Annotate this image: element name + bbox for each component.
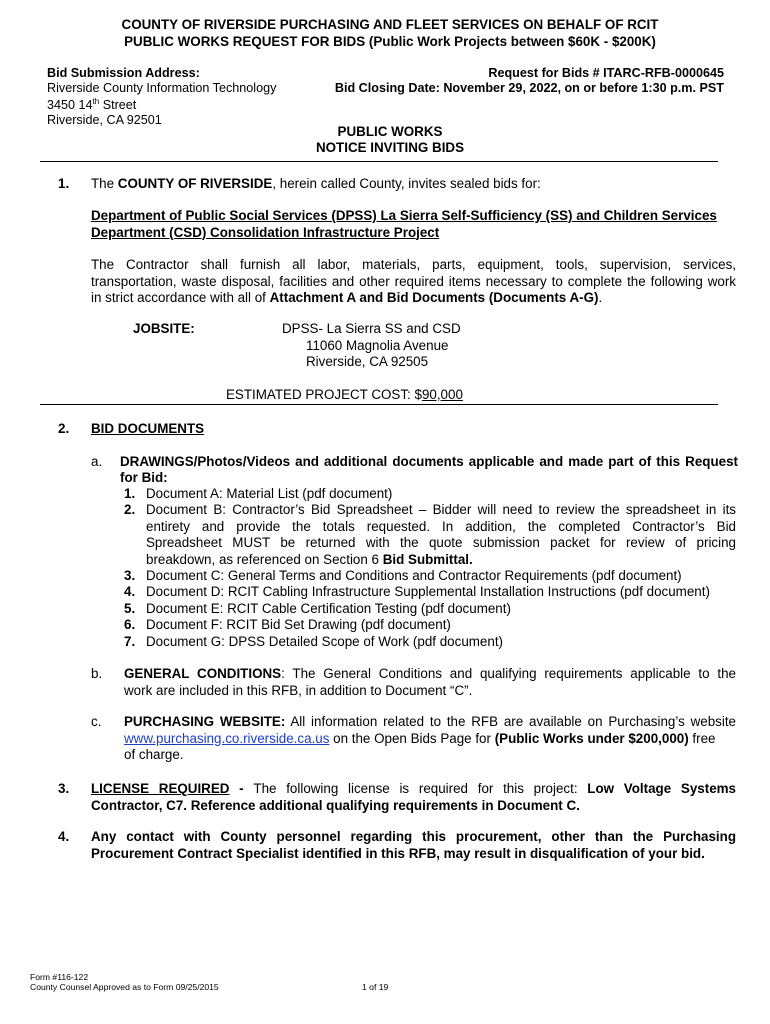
bid-address-label: Bid Submission Address: xyxy=(47,66,200,80)
section-3-text: LICENSE REQUIRED - The following license is required for this project: Low Voltage Systems Contractor, C7. Reference additional qualifying requirements in Document C. xyxy=(91,781,736,813)
list-item: 3. Document C: General Terms and Conditions and Contractor Requirements (pdf document) xyxy=(124,568,682,584)
estimated-cost: ESTIMATED PROJECT COST: $90,000 xyxy=(226,387,463,402)
section-3-number: 3. xyxy=(58,781,70,796)
divider-mid xyxy=(40,404,718,405)
list-item: 7. Document G: DPSS Detailed Scope of Work (pdf document) xyxy=(124,633,503,649)
section-2-title: BID DOCUMENTS xyxy=(91,421,205,436)
section-1-paragraph: The Contractor shall furnish all labor, materials, parts, equipment, tools, supervision, services, transportation, waste disposal, facilities and other required items necessary to complete the following work in strict accordance with all of Attachment A and Bid Documents (Documents A-G). xyxy=(91,257,736,305)
section-2a-heading: DRAWINGS/Photos/Videos and additional documents applicable and made part of this Request for Bid: xyxy=(120,454,738,486)
list-item: 1. Document A: Material List (pdf document) xyxy=(124,486,393,501)
section-2-number: 2. xyxy=(58,421,70,436)
section-2c-text: PURCHASING WEBSITE: All information related to the RFB are available on Purchasing’s website www.purchasing.co.riverside.ca.us on the Open Bids Page for (Public Works under $200,000) free of charge. xyxy=(124,714,736,762)
rfb-number: Request for Bids # ITARC-RFB-0000645 xyxy=(488,66,724,80)
header-line-2: PUBLIC WORKS REQUEST FOR BIDS (Public Work Projects between $60K - $200K) xyxy=(124,34,656,49)
bid-address-street: 3450 14th Street xyxy=(47,97,137,113)
notice-line-1: PUBLIC WORKS xyxy=(337,124,443,139)
jobsite-address: DPSS- La Sierra SS and CSD 11060 Magnolia Avenue Riverside, CA 92505 xyxy=(282,321,461,369)
bid-submission-address xyxy=(47,66,276,127)
header-line-1: COUNTY OF RIVERSIDE PURCHASING AND FLEET SERVICES ON BEHALF OF RCIT xyxy=(121,17,659,32)
section-2c-letter: c. xyxy=(91,714,102,729)
section-2b-letter: b. xyxy=(91,666,103,681)
section-1-number: 1. xyxy=(58,176,70,191)
bid-document-list xyxy=(124,486,736,650)
section-4-text: Any contact with County personnel regarding this procurement, other than the Purchasing Procurement Contract Specialist identified in this RFB, may result in disqualification of your bid. xyxy=(91,829,736,861)
divider-top xyxy=(40,161,718,162)
project-title: Department of Public Social Services (DPSS) La Sierra Self-Sufficiency (SS) and Children Services Department (CSD) Consolidation Infrastructure Project xyxy=(91,208,717,240)
list-item: breakdown, as referenced on Section 6 Bid Submittal. xyxy=(146,551,473,567)
section-1-intro: The COUNTY OF RIVERSIDE, herein called County, invites sealed bids for: xyxy=(91,176,541,191)
list-item: entirety and provide the totals requested. In addition, the completed Contractor’s Bid xyxy=(146,518,736,534)
rfb-closing-date: Bid Closing Date: November 29, 2022, on or before 1:30 p.m. PST xyxy=(334,80,724,95)
list-item: 6. Document F: RCIT Bid Set Drawing (pdf document) xyxy=(124,617,451,633)
notice-line-2: NOTICE INVITING BIDS xyxy=(315,140,465,155)
section-2b-text: GENERAL CONDITIONS: The General Conditions and qualifying requirements applicable to the work are included in this RFB, in addition to Document “C”. xyxy=(124,666,736,698)
footer-form-info: Form #116-122 County Counsel Approved as to Form 09/25/2015 xyxy=(30,972,219,992)
section-4-number: 4. xyxy=(58,829,70,844)
rfb-info xyxy=(335,66,724,95)
list-item: 2. Document B: Contractor’s Bid Spreadsheet – Bidder will need to review the spreadsheet in its xyxy=(124,502,736,518)
bid-address-org: Riverside County Information Technology xyxy=(47,80,277,95)
document-header xyxy=(40,16,740,50)
purchasing-website-link[interactable]: www.purchasing.co.riverside.ca.us xyxy=(124,730,330,746)
list-item: 4. Document D: RCIT Cabling Infrastructure Supplemental Installation Instructions (pdf document) xyxy=(124,584,710,600)
notice-title xyxy=(240,124,540,156)
section-2a-letter: a. xyxy=(91,454,103,469)
bid-address-city: Riverside, CA 92501 xyxy=(47,112,162,127)
list-item: Spreadsheet MUST be returned with the quote submission packet for review of pricing xyxy=(146,535,736,551)
jobsite-label: JOBSITE: xyxy=(133,321,195,336)
list-item: 5. Document E: RCIT Cable Certification Testing (pdf document) xyxy=(124,600,511,616)
footer-page-number: 1 of 19 xyxy=(362,982,389,992)
